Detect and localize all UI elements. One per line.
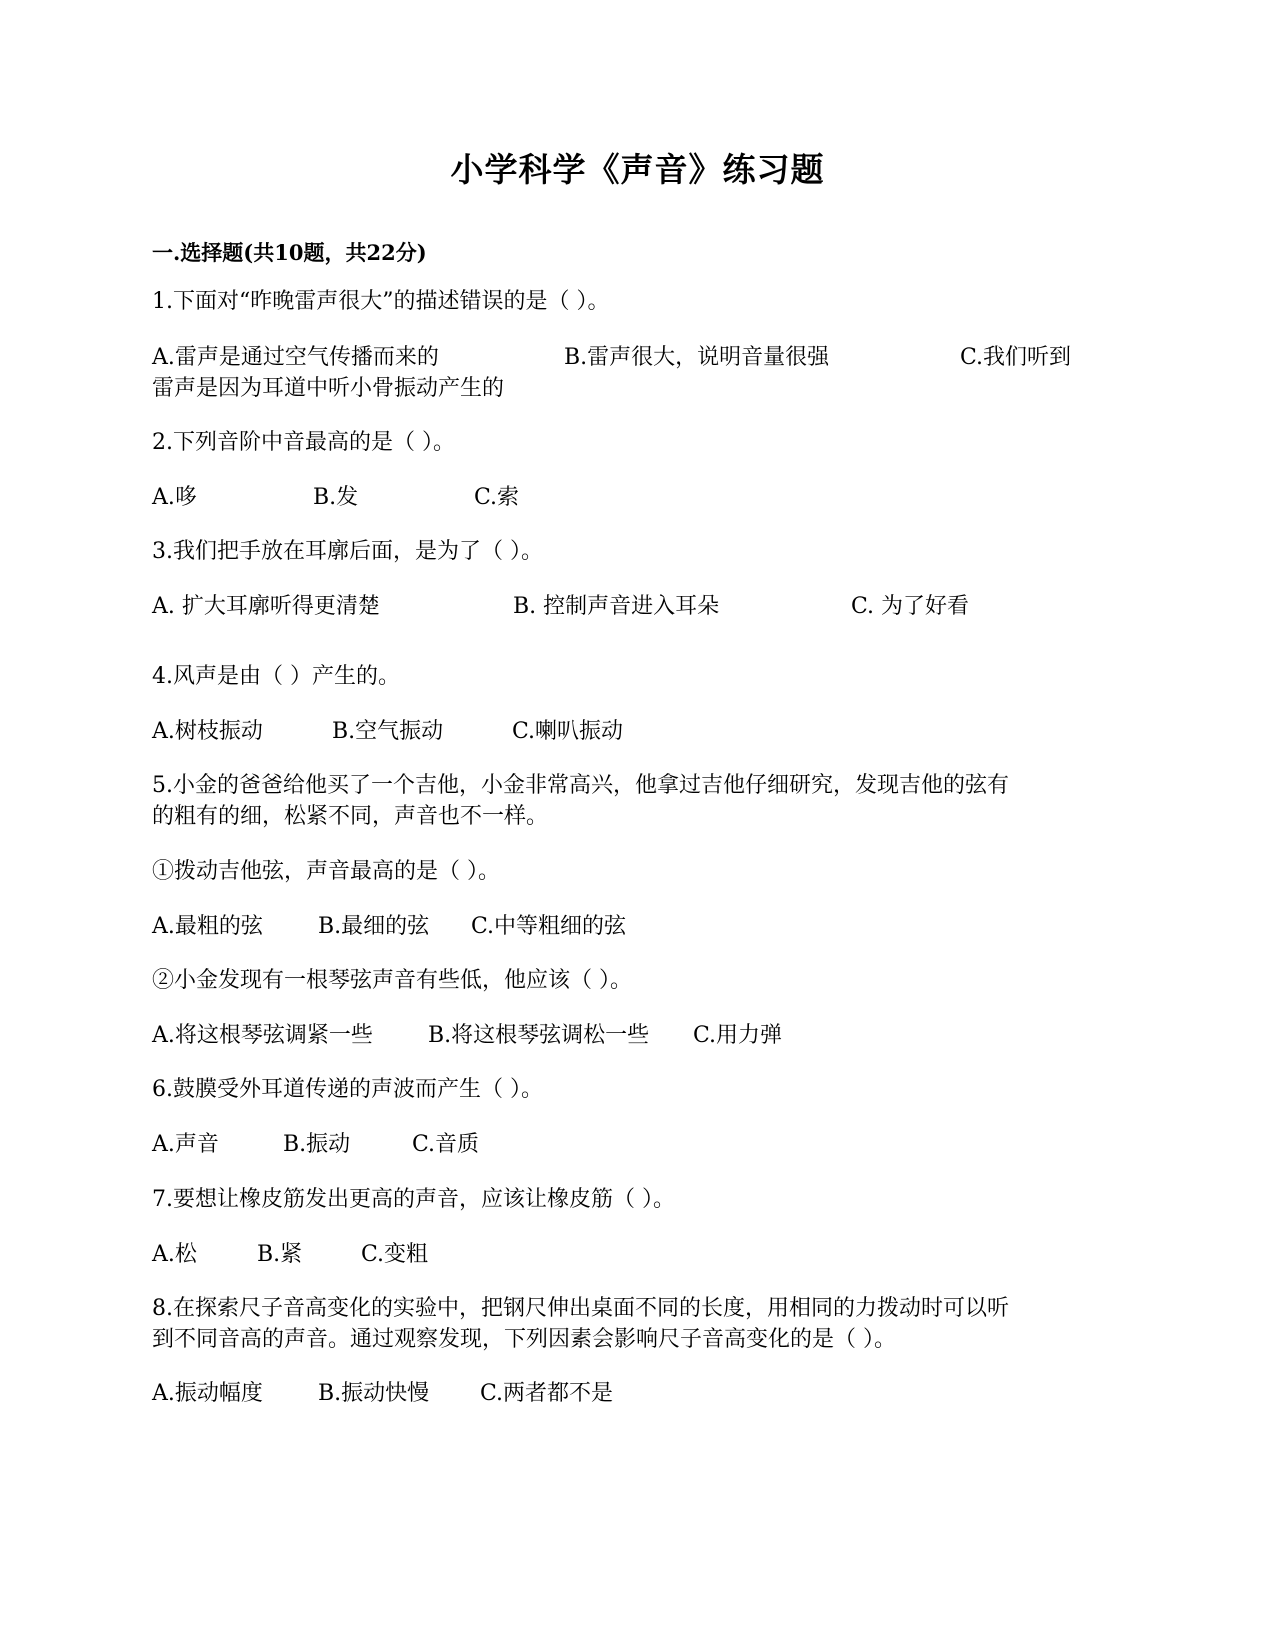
question-2-stem: 2.下列音阶中音最高的是（ ）。 xyxy=(152,430,455,455)
question-6-stem: 6.鼓膜受外耳道传递的声波而产生（ ）。 xyxy=(152,1077,543,1102)
question-7-options xyxy=(152,1239,1132,1271)
question-5-sub-1-options xyxy=(152,911,1132,943)
question-2-option-a: A.哆 xyxy=(152,485,197,510)
question-4-option-a: A.树枝振动 xyxy=(152,719,263,744)
question-8-stem-line-1: 8.在探索尺子音高变化的实验中，把钢尺伸出桌面不同的长度，用相同的力拨动时可以听 xyxy=(152,1296,1009,1321)
question-1-options xyxy=(152,342,1132,374)
question-8-stem-line-2: 到不同音高的声音。通过观察发现，下列因素会影响尺子音高变化的是（ ）。 xyxy=(152,1327,896,1352)
question-5-sub-2-options xyxy=(152,1020,1132,1052)
question-1-option-b: B.雷声很大，说明音量很强 xyxy=(564,345,830,370)
page-title: 小学科学《声音》练习题 xyxy=(450,150,825,189)
question-5-sub-2-stem: ②小金发现有一根琴弦声音有些低，他应该（ ）。 xyxy=(152,968,632,993)
question-6-option-b: B.振动 xyxy=(283,1132,351,1157)
question-5-sub-1-option-c: C.中等粗细的弦 xyxy=(471,914,627,939)
question-1-option-a: A.雷声是通过空气传播而来的 xyxy=(152,345,439,370)
question-5-sub-1-stem: ①拨动吉他弦，声音最高的是（ ）。 xyxy=(152,859,500,884)
question-7-option-a: A.松 xyxy=(152,1242,197,1267)
question-7-option-c: C.变粗 xyxy=(361,1242,429,1267)
question-6-options xyxy=(152,1129,1132,1161)
question-6-option-c: C.音质 xyxy=(412,1132,480,1157)
question-1-option-c: C.我们听到 xyxy=(960,345,1072,370)
question-5-stem-line-2: 的粗有的细，松紧不同，声音也不一样。 xyxy=(152,804,549,829)
question-8-option-b: B.振动快慢 xyxy=(318,1381,430,1406)
question-5-sub-2-option-c: C.用力弹 xyxy=(693,1023,783,1048)
question-4-option-b: B.空气振动 xyxy=(332,719,444,744)
question-3-option-b: B. 控制声音进入耳朵 xyxy=(513,594,720,619)
question-3-options xyxy=(152,591,1132,623)
question-8-option-c: C.两者都不是 xyxy=(480,1381,614,1406)
question-1-stem: 1.下面对“昨晚雷声很大”的描述错误的是（ ）。 xyxy=(152,289,610,314)
question-3-stem: 3.我们把手放在耳廓后面，是为了（ ）。 xyxy=(152,539,543,564)
question-5-sub-2-option-a: A.将这根琴弦调紧一些 xyxy=(152,1023,373,1048)
question-7-stem: 7.要想让橡皮筋发出更高的声音，应该让橡皮筋（ ）。 xyxy=(152,1187,675,1212)
question-3-option-c: C. 为了好看 xyxy=(851,594,970,619)
section-heading: 一.选择题(共10题，共22分) xyxy=(152,240,427,265)
question-2-options xyxy=(152,482,1132,514)
question-3-option-a: A. 扩大耳廓听得更清楚 xyxy=(152,594,380,619)
question-4-option-c: C.喇叭振动 xyxy=(512,719,624,744)
question-5-sub-1-option-a: A.最粗的弦 xyxy=(152,914,263,939)
question-8-options xyxy=(152,1378,1132,1410)
question-1-option-c-continued: 雷声是因为耳道中听小骨振动产生的 xyxy=(152,376,505,401)
question-5-sub-2-option-b: B.将这根琴弦调松一些 xyxy=(428,1023,650,1048)
question-2-option-c: C.索 xyxy=(474,485,520,510)
question-7-option-b: B.紧 xyxy=(257,1242,303,1267)
question-2-option-b: B.发 xyxy=(313,485,359,510)
question-8-option-a: A.振动幅度 xyxy=(152,1381,263,1406)
question-5-stem-line-1: 5.小金的爸爸给他买了一个吉他，小金非常高兴，他拿过吉他仔细研究，发现吉他的弦有 xyxy=(152,773,1009,798)
question-4-stem: 4.风声是由（ ）产生的。 xyxy=(152,664,400,689)
question-5-sub-1-option-b: B.最细的弦 xyxy=(318,914,430,939)
question-4-options xyxy=(152,716,1132,748)
question-6-option-a: A.声音 xyxy=(152,1132,219,1157)
